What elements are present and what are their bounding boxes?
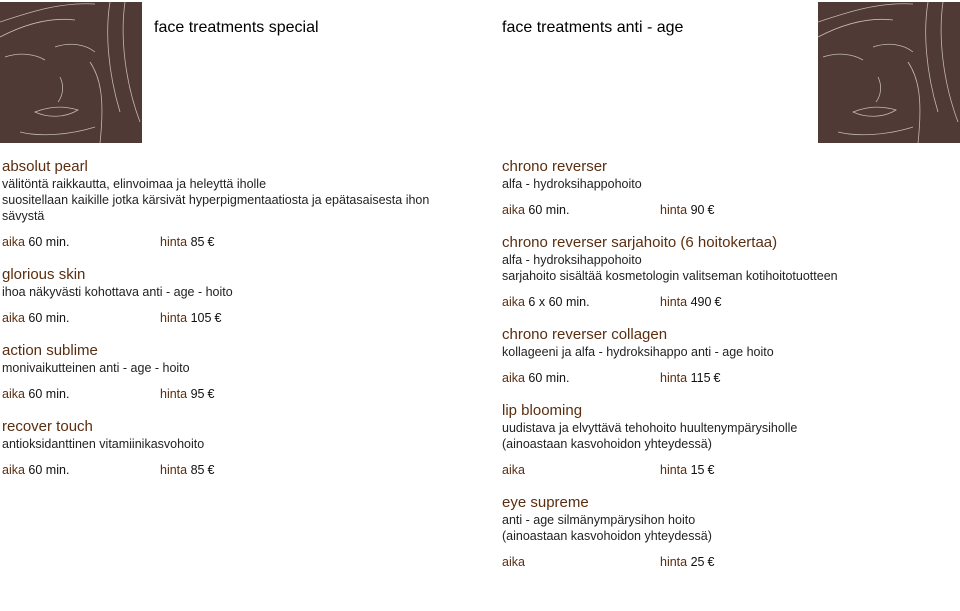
duration-value: 6 x 60 min. (528, 295, 590, 309)
treatment-description: sarjahoito sisältää kosmetologin valitseman kotihoitotuotteen (502, 269, 838, 283)
duration-label: aika (2, 387, 25, 401)
treatment-description: alfa - hydroksihappohoito (502, 177, 642, 191)
duration-label: aika (2, 311, 25, 325)
treatment-name: chrono reverser sarjahoito (6 hoitokertaa) (502, 234, 778, 251)
price (660, 370, 720, 386)
treatment-description: kollageeni ja alfa - hydroksihappo anti - age hoito (502, 345, 774, 359)
price-row (2, 462, 442, 478)
duration-label: aika (502, 371, 525, 385)
treatment-item (502, 402, 952, 478)
duration (2, 234, 69, 250)
duration-label: aika (502, 203, 525, 217)
price-value: 95 (190, 387, 205, 401)
price-label: hinta (160, 235, 188, 249)
price-value: 85 (190, 235, 205, 249)
price (160, 462, 214, 478)
face-line-art-icon (818, 2, 960, 143)
treatment-item (2, 158, 442, 250)
price (660, 202, 714, 218)
duration-value: 60 min. (28, 311, 70, 325)
price-row (2, 234, 442, 250)
treatment-description: suositellaan kaikille jotka kärsivät hyperpigmentaatiosta ja epätasaisesta ihon (2, 193, 430, 207)
duration (2, 310, 69, 326)
currency-symbol: € (707, 203, 715, 217)
duration (2, 462, 69, 478)
treatment-description: anti - age silmänympärysihon hoito (502, 513, 696, 527)
duration-label: aika (502, 463, 525, 477)
price-value: 490 (690, 295, 712, 309)
face-portrait-right-image (818, 2, 960, 143)
price-label: hinta (660, 203, 688, 217)
treatment-item (502, 234, 952, 310)
treatment-name: eye supreme (502, 494, 589, 511)
treatment-name: lip blooming (502, 402, 583, 419)
currency-symbol: € (214, 311, 222, 325)
treatment-item (502, 494, 952, 570)
price-row (2, 310, 442, 326)
price-value: 105 (190, 311, 212, 325)
price (160, 386, 214, 402)
duration (502, 462, 525, 478)
duration-value: 60 min. (528, 203, 570, 217)
duration-label: aika (2, 463, 25, 477)
treatments-anti-age-list (502, 158, 952, 570)
treatments-special-list (2, 158, 442, 478)
section-title-special: face treatments special (154, 19, 319, 36)
treatment-description: välitöntä raikkautta, elinvoimaa ja heleyttä iholle (2, 177, 267, 191)
currency-symbol: € (207, 463, 215, 477)
price (660, 294, 721, 310)
currency-symbol: € (207, 387, 215, 401)
face-portrait-left-image (0, 2, 142, 143)
duration (502, 294, 590, 310)
treatment-description: sävystä (2, 209, 45, 223)
duration-label: aika (2, 235, 25, 249)
treatment-description: (ainoastaan kasvohoidon yhteydessä) (502, 529, 712, 543)
price-label: hinta (660, 371, 688, 385)
price-value: 15 (690, 463, 705, 477)
price-label: hinta (160, 463, 188, 477)
price (160, 234, 214, 250)
price-label: hinta (660, 295, 688, 309)
price-value: 25 (690, 555, 705, 569)
duration (502, 554, 525, 570)
treatment-description: monivaikutteinen anti - age - hoito (2, 361, 190, 375)
treatment-name: glorious skin (2, 266, 86, 283)
price-label: hinta (660, 463, 688, 477)
duration-label: aika (502, 295, 525, 309)
treatment-description: ihoa näkyvästi kohottava anti - age - hoito (2, 285, 233, 299)
price (160, 310, 221, 326)
price-value: 85 (190, 463, 205, 477)
price-row (502, 370, 952, 386)
treatment-description: uudistava ja elvyttävä tehohoito huultenympärysiholle (502, 421, 798, 435)
price-label: hinta (160, 311, 188, 325)
treatment-description: (ainoastaan kasvohoidon yhteydessä) (502, 437, 712, 451)
treatment-item (2, 342, 442, 402)
face-line-art-icon (0, 2, 142, 143)
price-value: 90 (690, 203, 705, 217)
price-row (502, 202, 952, 218)
treatment-name: chrono reverser (502, 158, 608, 175)
duration-value: 60 min. (28, 463, 70, 477)
duration-value: 60 min. (28, 235, 70, 249)
price-row (502, 554, 952, 570)
currency-symbol: € (707, 463, 715, 477)
treatment-item (502, 326, 952, 386)
currency-symbol: € (713, 371, 721, 385)
price-label: hinta (660, 555, 688, 569)
treatment-name: recover touch (2, 418, 93, 435)
treatment-name: action sublime (2, 342, 98, 359)
treatment-name: chrono reverser collagen (502, 326, 668, 343)
duration-value: 60 min. (528, 371, 570, 385)
treatment-item (2, 418, 442, 478)
treatment-item (2, 266, 442, 326)
treatment-description: antioksidanttinen vitamiinikasvohoito (2, 437, 205, 451)
price-value: 115 (690, 371, 711, 385)
price-label: hinta (160, 387, 188, 401)
duration (502, 202, 569, 218)
duration (2, 386, 69, 402)
currency-symbol: € (714, 295, 722, 309)
section-title-anti-age: face treatments anti - age (502, 19, 684, 36)
price-row (502, 462, 952, 478)
duration (502, 370, 569, 386)
price (660, 554, 714, 570)
duration-value: 60 min. (28, 387, 70, 401)
currency-symbol: € (207, 235, 215, 249)
treatment-item (502, 158, 952, 218)
price-row (502, 294, 952, 310)
duration-label: aika (502, 555, 525, 569)
price-row (2, 386, 442, 402)
price (660, 462, 714, 478)
treatment-name: absolut pearl (2, 158, 88, 175)
currency-symbol: € (707, 555, 715, 569)
treatment-description: alfa - hydroksihappohoito (502, 253, 642, 267)
